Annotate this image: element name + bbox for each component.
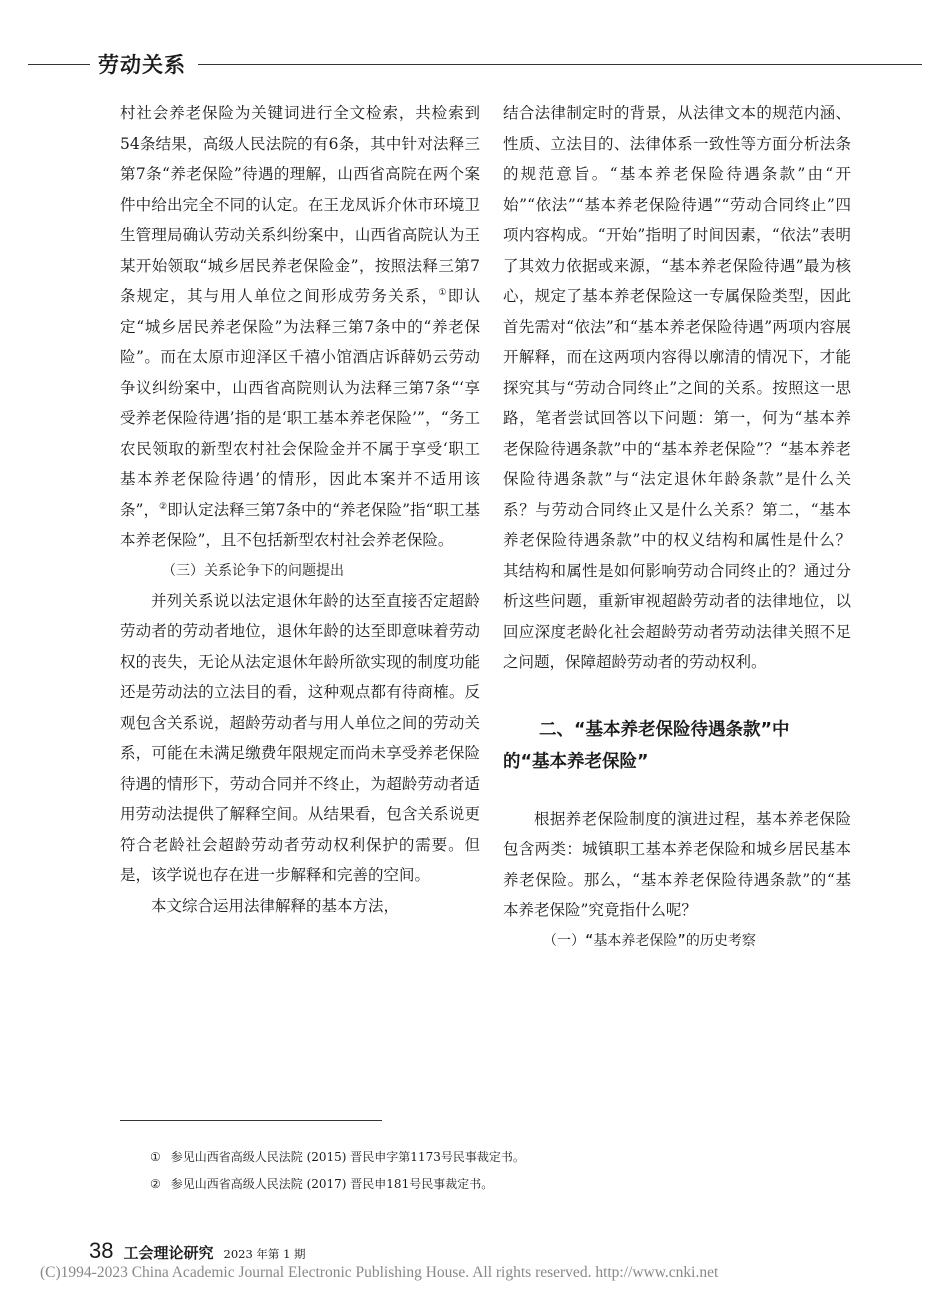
- footnote-1-text: 参见山西省高级人民法院 (2015) 晋民申字第1173号民事裁定书。: [170, 1150, 525, 1164]
- left-column: [120, 98, 480, 921]
- footnote-ref-2[interactable]: ②: [158, 501, 168, 512]
- left-p1-text-b: 即认定“城乡居民养老保险”为法释三第7条中的“养老保险”。而在太原市迎泽区千禧小馆酒店诉薛奶云劳动争议纠纷案中，山西省高院则认为法释三第7条“‘享受养老保险待遇’指的是‘职工基本养老保险’”，“务工农民领取的新型农村社会保险金并不属于享受‘职工基本养老保险待遇’的情形，因此本案并不适用该条”，: [120, 287, 480, 519]
- header-rule-right: [198, 64, 922, 65]
- section-heading-line-2: 的“基本养老保险”: [503, 751, 649, 772]
- right-paragraph-2: 根据养老保险制度的演进过程，基本养老保险包含两类：城镇职工基本养老保险和城乡居民基本养老保险。那么，“基本养老保险待遇条款”的“基本养老保险”究竟指什么呢？: [503, 809, 851, 919]
- footnote-2: [150, 1171, 525, 1198]
- footnote-separator: [120, 1120, 382, 1121]
- left-paragraph-2: 并列关系说以法定退休年龄的达至直接否定超龄劳动者的劳动者地位，退休年龄的达至即意味着劳动权的丧失，无论从法定退休年龄所欲实现的制度功能还是劳动法的立法目的看，这种观点都有待商榷。反观包含关系说，超龄劳动者与用人单位之间的劳动关系，可能在未满足缴费年限规定而尚未享受养老保险待遇的情形下，劳动合同并不终止，为超龄劳动者适用劳动法提供了解释空间。从结果看，包含关系说更符合老龄社会超龄劳动者劳动权利保护的需要。但是，该学说也存在进一步解释和完善的空间。: [120, 591, 480, 884]
- left-paragraph-3: 本文综合运用法律解释的基本方法，: [151, 896, 400, 915]
- right-subheading: （一）“基本养老保险”的历史考察: [543, 932, 756, 949]
- page-footer: [89, 1238, 306, 1264]
- footnote-2-text: 参见山西省高级人民法院 (2017) 晋民申181号民事裁定书。: [170, 1177, 494, 1191]
- issue-label: 2023 年第 1 期: [223, 1247, 306, 1261]
- footnote-ref-1[interactable]: ①: [438, 287, 448, 298]
- footnote-1: [150, 1144, 525, 1171]
- footnote-2-mark: ②: [150, 1177, 161, 1191]
- page-number: 38: [89, 1238, 114, 1263]
- section-title: 劳动关系: [98, 53, 186, 77]
- copyright-notice: (C)1994-2023 China Academic Journal Electronic Publishing House. All rights reserved. http://www.cnki.net: [40, 1264, 719, 1281]
- left-p1-text-c: 即认定法释三第7条中的“养老保险”指“职工基本养老保险”，且不包括新型农村社会养老保险。: [120, 500, 480, 549]
- footnotes: [150, 1144, 525, 1198]
- section-heading: [503, 714, 851, 778]
- left-paragraph-1: [120, 98, 480, 556]
- journal-name: 工会理论研究: [123, 1244, 214, 1262]
- left-p1-text-a: 村社会养老保险为关键词进行全文检索，共检索到54条结果，高级人民法院的有6条，其中针对法释三第7条“养老保险”待遇的理解，山西省高院在两个案件中给出完全不同的认定。在王龙凤诉介休市环境卫生管理局确认劳动关系纠纷案中，山西省高院认为王某开始领取“城乡居民养老保险金”，按照法释三第7条规定，其与用人单位之间形成劳务关系，: [120, 104, 480, 305]
- right-paragraph-1: 结合法律制定时的背景，从法律文本的规范内涵、性质、立法目的、法律体系一致性等方面分析法条的规范意旨。“基本养老保险待遇条款”由“开始”“依法”“基本养老保险待遇”“劳动合同终止”四项内容构成。“开始”指明了时间因素，“依法”表明了其效力依据或来源，“基本养老保险待遇”最为核心，规定了基本养老保险这一专属保险类型，因此首先需对“依法”和“基本养老保险待遇”两项内容展开解释，而在这两项内容得以廓清的情况下，才能探究其与“劳动合同终止”之间的关系。按照这一思路，笔者尝试回答以下问题：第一，何为“基本养老保险待遇条款”中的“基本养老保险”？“基本养老保险待遇条款”与“法定退休年龄条款”是什么关系？与劳动合同终止又是什么关系？第二，“基本养老保险待遇条款”中的权义结构和属性是什么？其结构和属性是如何影响劳动合同终止的？通过分析这些问题，重新审视超龄劳动者的法律地位，以回应深度老龄化社会超龄劳动者劳动法律关照不足之问题，保障超龄劳动者的劳动权利。: [503, 104, 851, 671]
- left-subheading: （三）关系论争下的问题提出: [162, 562, 344, 579]
- footnote-1-mark: ①: [150, 1150, 161, 1164]
- right-column: [503, 98, 851, 956]
- section-heading-line-1: 二、“基本养老保险待遇条款”中: [539, 719, 790, 740]
- header-rule-left: [28, 64, 90, 65]
